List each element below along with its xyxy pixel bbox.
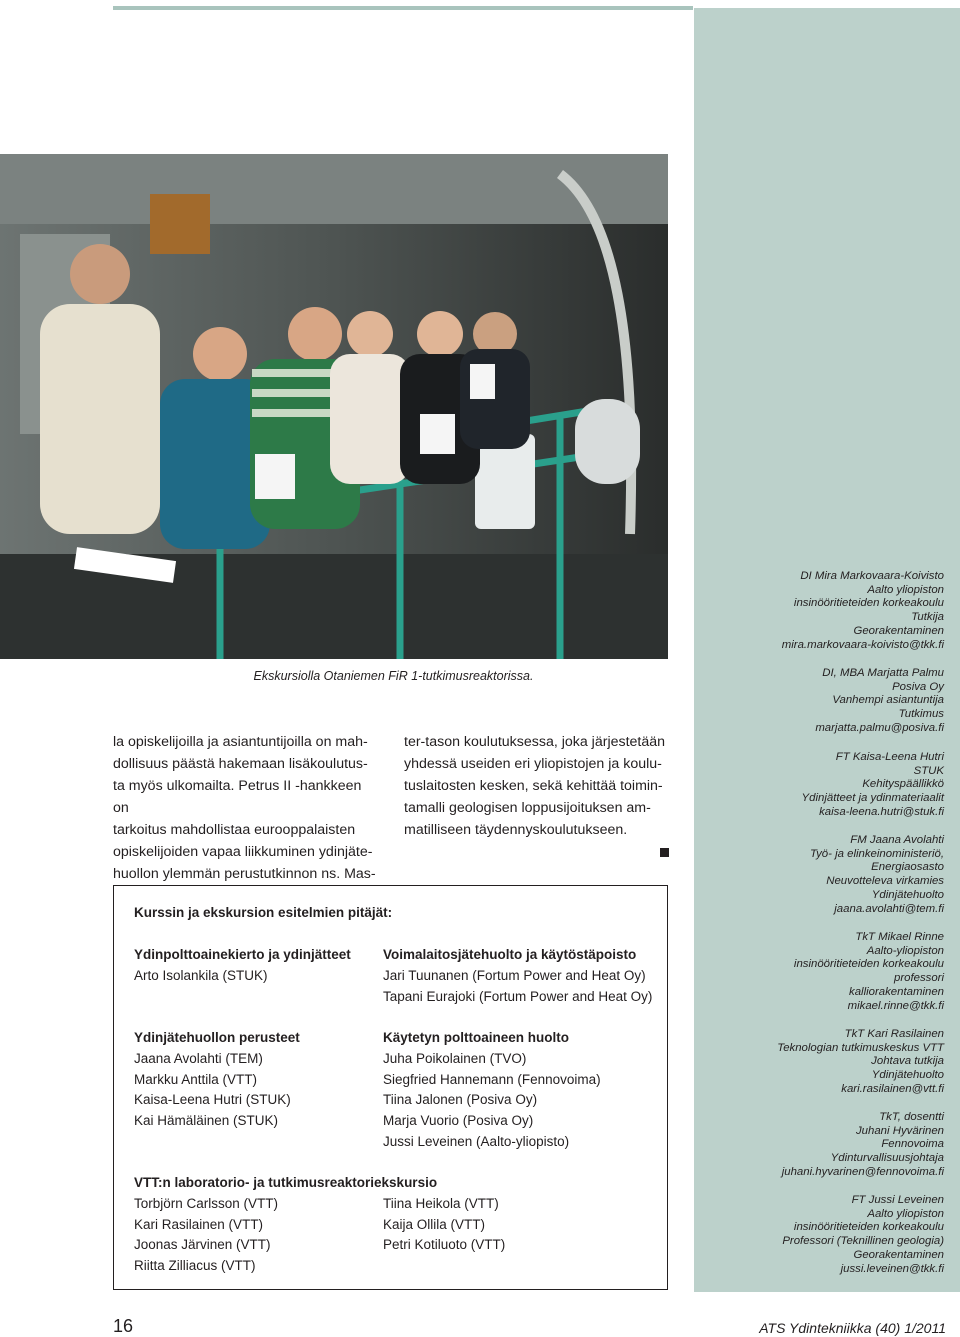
contact-card <box>696 1111 944 1180</box>
body-line: matilliseen täydennyskoulutukseen. <box>404 822 628 838</box>
lecturer: Jari Tuunanen (Fortum Power and Heat Oy) <box>383 967 646 983</box>
contact-line: Teknologian tutkimuskeskus VTT <box>777 1041 944 1054</box>
contact-card <box>696 751 944 820</box>
contact-line: jaana.avolahti@tem.fi <box>834 902 944 915</box>
group-vtt-excursion <box>134 1173 634 1277</box>
contact-line: TkT Kari Rasilainen <box>844 1028 944 1040</box>
page-number: 16 <box>113 1316 134 1336</box>
lecturer: Juha Poikolainen (TVO) <box>383 1050 527 1066</box>
group-heading: Käytetyn polttoaineen huolto <box>383 1030 570 1045</box>
contact-line: mira.markovaara-koivisto@tkk.fi <box>781 638 944 651</box>
contact-line: professori <box>893 972 944 985</box>
contact-line: Georakentaminen <box>853 1248 944 1261</box>
contact-line: Työ- ja elinkeinoministeriö, <box>810 847 944 860</box>
contact-line: Juhani Hyvärinen <box>855 1124 944 1137</box>
contact-line: Tutkija <box>911 611 944 624</box>
lecturer: Jaana Avolahti (TEM) <box>134 1050 263 1066</box>
lecturer: Tiina Heikola (VTT) <box>383 1195 499 1211</box>
photo-caption: Ekskursiolla Otaniemen FiR 1-tutkimusreaktorissa. <box>253 669 534 683</box>
body-line: tuslaitosten kesken, sekä kehittää toimin- <box>404 778 663 794</box>
contact-line: STUK <box>913 764 944 777</box>
body-line: yhdessä useiden eri yliopistojen ja koulu- <box>404 756 662 772</box>
contact-line: Professori (Teknillinen geologia) <box>782 1235 944 1248</box>
group-plant-waste <box>383 945 663 1007</box>
lecturer: Kaisa-Leena Hutri (STUK) <box>134 1092 291 1108</box>
article-end-square-icon <box>660 848 669 857</box>
contact-line: insinööritieteiden korkeakoulu <box>793 597 944 610</box>
body-line: opiskelijoiden vapaa liikkuminen ydinjäte- <box>113 844 373 860</box>
contact-line: Georakentaminen <box>853 624 944 637</box>
contact-line: Neuvotteleva virkamies <box>826 875 944 888</box>
contact-line: Johtava tutkija <box>871 1055 944 1068</box>
group-vtt-left <box>134 1194 383 1277</box>
body-line: tamalli geologisen loppusijoituksen am- <box>404 800 651 816</box>
photo-illustration <box>0 154 668 659</box>
contact-line: insinööritieteiden korkeakoulu <box>793 1221 944 1234</box>
contact-line: insinööritieteiden korkeakoulu <box>793 958 944 971</box>
contact-line: FT Jussi Leveinen <box>851 1194 944 1206</box>
contact-line: Ydinturvallisuusjohtaja <box>830 1152 944 1165</box>
contact-line: kalliorakentaminen <box>849 985 944 998</box>
group-vtt-columns <box>134 1194 634 1277</box>
contact-line: Ydinjätehuolto <box>871 1069 944 1082</box>
contact-card <box>696 667 944 736</box>
contact-line: mikael.rinne@tkk.fi <box>847 999 944 1012</box>
lecturer: Tiina Jalonen (Posiva Oy) <box>383 1092 538 1108</box>
contact-line: Vanhempi asiantuntija <box>832 694 944 707</box>
lecturer: Tapani Eurajoki (Fortum Power and Heat Oy) <box>383 988 653 1004</box>
contact-line: Tutkimus <box>898 708 944 721</box>
lecturer: Riitta Zilliacus (VTT) <box>134 1258 256 1274</box>
box-title: Kurssin ja ekskursion esitelmien pitäjät: <box>134 905 393 920</box>
group-heading: Ydinpolttoainekierto ja ydinjätteet <box>134 947 351 962</box>
group-vtt-right <box>383 1194 623 1256</box>
contact-line: Posiva Oy <box>892 680 944 693</box>
contact-line: Fennovoima <box>881 1138 944 1151</box>
body-line: ter-tason koulutuksessa, joka järjestetään <box>404 734 666 750</box>
body-line: dollisuus päästä hakemaan lisäkoulutus- <box>113 756 368 772</box>
lecturer: Jussi Leveinen (Aalto-yliopisto) <box>383 1133 570 1149</box>
body-line: la opiskelijoilla ja asiantuntijoilla on mah- <box>113 734 368 750</box>
contact-line: Aalto yliopiston <box>867 583 944 596</box>
contact-line: kaisa-leena.hutri@stuk.fi <box>819 805 944 818</box>
group-heading: Voimalaitosjätehuolto ja käytöstäpoisto <box>383 947 637 962</box>
lecturer: Kari Rasilainen (VTT) <box>134 1216 264 1232</box>
contact-line: marjatta.palmu@posiva.fi <box>815 721 944 734</box>
contact-card <box>696 1194 944 1276</box>
body-line: ta myös ulkomailta. Petrus II -hankkeen on <box>113 778 362 816</box>
contact-card <box>696 570 944 652</box>
lecturer: Petri Kotiluoto (VTT) <box>383 1237 506 1253</box>
contact-line: DI Mira Markovaara-Koivisto <box>800 570 944 582</box>
contact-line: Aalto-yliopiston <box>866 944 944 957</box>
contact-line: DI, MBA Marjatta Palmu <box>822 667 944 679</box>
contact-card <box>696 834 944 916</box>
contact-line: kari.rasilainen@vtt.fi <box>841 1082 944 1095</box>
lecturer: Joonas Järvinen (VTT) <box>134 1237 271 1253</box>
contact-line: Aalto yliopiston <box>867 1207 944 1220</box>
contact-line: Energiaosasto <box>871 861 944 874</box>
top-rule <box>113 6 693 10</box>
contact-line: Ydinjätehuolto <box>871 888 944 901</box>
group-fuel-cycle <box>134 945 374 987</box>
contact-line: TkT, dosentti <box>879 1111 944 1123</box>
contact-line: TkT Mikael Rinne <box>855 931 944 943</box>
lecturer: Torbjörn Carlsson (VTT) <box>134 1195 279 1211</box>
body-text-left <box>113 731 381 885</box>
contact-line: juhani.hyvarinen@fennovoima.fi <box>781 1165 944 1178</box>
lecturer: Markku Anttila (VTT) <box>134 1071 258 1087</box>
group-waste-basics <box>134 1028 374 1132</box>
publication-title: ATS Ydintekniikka (40) 1/2011 <box>759 1320 946 1336</box>
contact-card <box>696 931 944 1013</box>
group-heading: Ydinjätehuollon perusteet <box>134 1030 300 1045</box>
body-line: tarkoitus mahdollistaa eurooppalaisten <box>113 822 356 838</box>
body-line: huollon ylemmän perustutkinnon ns. Mas- <box>113 866 376 882</box>
lecturer: Arto Isolankila (STUK) <box>134 967 268 983</box>
contact-line: jussi.leveinen@tkk.fi <box>840 1262 944 1275</box>
contact-card <box>696 1028 944 1097</box>
group-spent-fuel <box>383 1028 663 1153</box>
group-heading: VTT:n laboratorio- ja tutkimusreaktoriekskursio <box>134 1175 438 1190</box>
body-text-right <box>404 731 672 841</box>
lecturer: Kaija Ollila (VTT) <box>383 1216 486 1232</box>
contact-line: Kehityspäällikkö <box>862 778 944 791</box>
reactor-excursion-photo <box>0 154 668 659</box>
lecturer: Siegfried Hannemann (Fennovoima) <box>383 1071 601 1087</box>
lecturer: Kai Hämäläinen (STUK) <box>134 1113 279 1129</box>
lecturer: Marja Vuorio (Posiva Oy) <box>383 1113 534 1129</box>
lecturers-box <box>113 885 668 1290</box>
contact-line: FM Jaana Avolahti <box>850 834 944 846</box>
contact-line: FT Kaisa-Leena Hutri <box>835 751 944 763</box>
contact-line: Ydinjätteet ja ydinmateriaalit <box>801 792 944 805</box>
